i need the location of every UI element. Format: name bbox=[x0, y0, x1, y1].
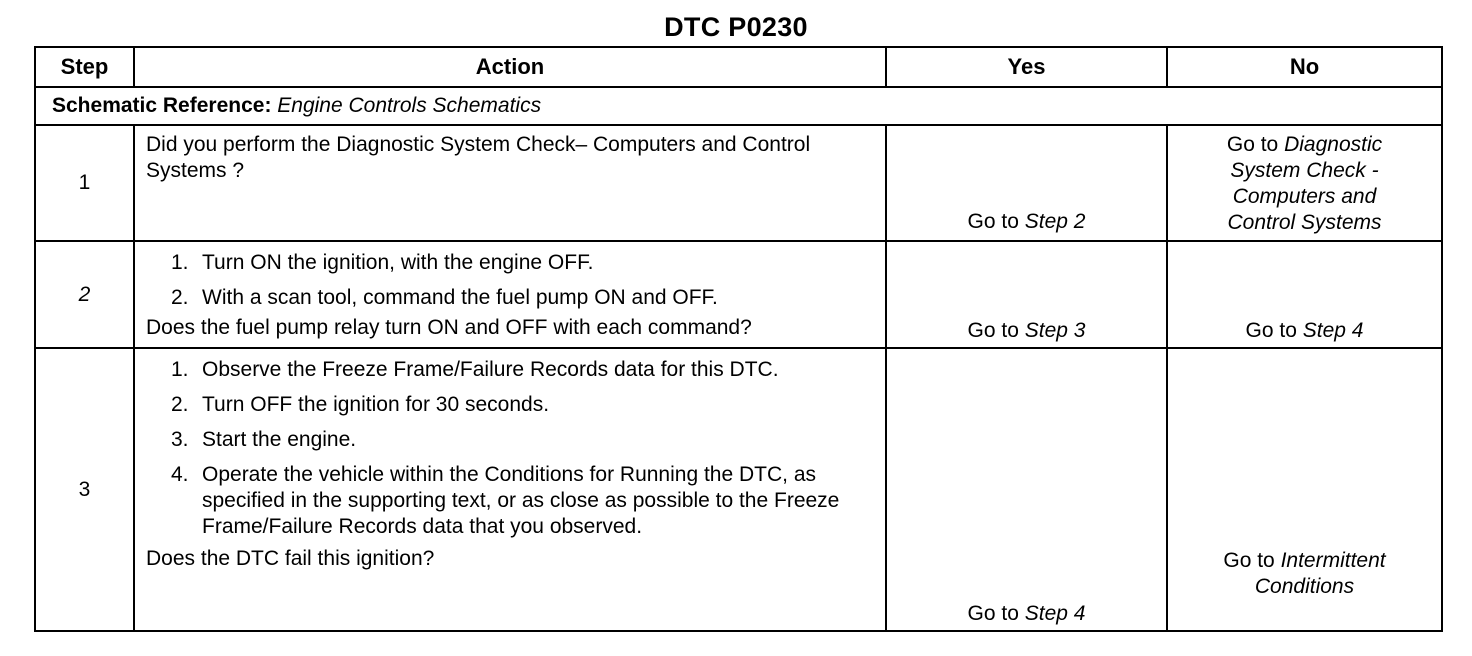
no-action[interactable] bbox=[1168, 548, 1441, 600]
yes-cell bbox=[886, 241, 1167, 348]
list-item: 2. With a scan tool, command the fuel pump ON and OFF. bbox=[171, 286, 718, 309]
no-link[interactable]: Intermittent Conditions bbox=[1254, 549, 1386, 598]
yes-link[interactable]: Step 4 bbox=[1024, 602, 1086, 625]
no-prefix: Go to bbox=[1223, 549, 1275, 572]
action-list bbox=[135, 242, 885, 311]
no-prefix: Go to bbox=[1226, 133, 1279, 156]
yes-prefix: Go to bbox=[967, 210, 1019, 233]
list-item: 1. Turn ON the ignition, with the engine OFF. bbox=[171, 251, 594, 274]
table-row bbox=[35, 241, 1442, 348]
no-link[interactable]: Diagnostic System Check - Computers and Control Systems bbox=[1227, 133, 1383, 234]
table-row bbox=[35, 125, 1442, 241]
yes-action[interactable] bbox=[887, 319, 1166, 343]
schematic-link[interactable]: Engine Controls Schematics bbox=[277, 94, 542, 117]
schematic-row bbox=[35, 87, 1442, 125]
yes-action[interactable] bbox=[887, 602, 1166, 626]
no-cell bbox=[1167, 241, 1442, 348]
list-item: 4. Operate the vehicle within the Conditions for Running the DTC, as specified in the supporting text, or as close as possible to the Freeze Frame/Failure Records data that you observed. bbox=[171, 463, 840, 538]
no-action[interactable] bbox=[1168, 126, 1441, 236]
header-step: Step bbox=[35, 47, 134, 87]
action-cell bbox=[134, 125, 886, 241]
yes-cell bbox=[886, 125, 1167, 241]
step-number: 3 bbox=[35, 348, 134, 631]
yes-cell bbox=[886, 348, 1167, 631]
action-question: Does the DTC fail this ignition? bbox=[146, 547, 435, 570]
yes-link[interactable]: Step 3 bbox=[1024, 319, 1086, 342]
no-prefix: Go to bbox=[1245, 319, 1297, 342]
schematic-reference bbox=[35, 87, 1442, 125]
yes-link[interactable]: Step 2 bbox=[1024, 210, 1086, 233]
page-title: DTC P0230 bbox=[664, 12, 808, 42]
no-cell bbox=[1167, 348, 1442, 631]
no-link[interactable]: Step 4 bbox=[1302, 319, 1364, 342]
yes-action[interactable] bbox=[887, 210, 1166, 234]
schematic-label: Schematic Reference: bbox=[52, 94, 272, 117]
action-cell bbox=[134, 348, 886, 631]
header-row bbox=[35, 47, 1442, 87]
step-number: 1 bbox=[35, 125, 134, 241]
list-item: 2. Turn OFF the ignition for 30 seconds. bbox=[171, 393, 550, 416]
action-list bbox=[135, 349, 885, 540]
yes-prefix: Go to bbox=[967, 319, 1019, 342]
header-yes: Yes bbox=[886, 47, 1167, 87]
step-number: 2 bbox=[35, 241, 134, 348]
action-cell bbox=[134, 241, 886, 348]
yes-prefix: Go to bbox=[967, 602, 1019, 625]
header-no: No bbox=[1167, 47, 1442, 87]
table-row bbox=[35, 348, 1442, 631]
no-action[interactable] bbox=[1168, 319, 1441, 343]
list-item: 3. Start the engine. bbox=[171, 428, 357, 451]
action-question: Does the fuel pump relay turn ON and OFF with each command? bbox=[146, 316, 752, 339]
no-cell bbox=[1167, 125, 1442, 241]
action-question: Did you perform the Diagnostic System Check– Computers and Control Systems ? bbox=[146, 133, 811, 182]
diagnostic-table bbox=[34, 46, 1443, 632]
header-action: Action bbox=[134, 47, 886, 87]
list-item: 1. Observe the Freeze Frame/Failure Records data for this DTC. bbox=[171, 358, 779, 381]
